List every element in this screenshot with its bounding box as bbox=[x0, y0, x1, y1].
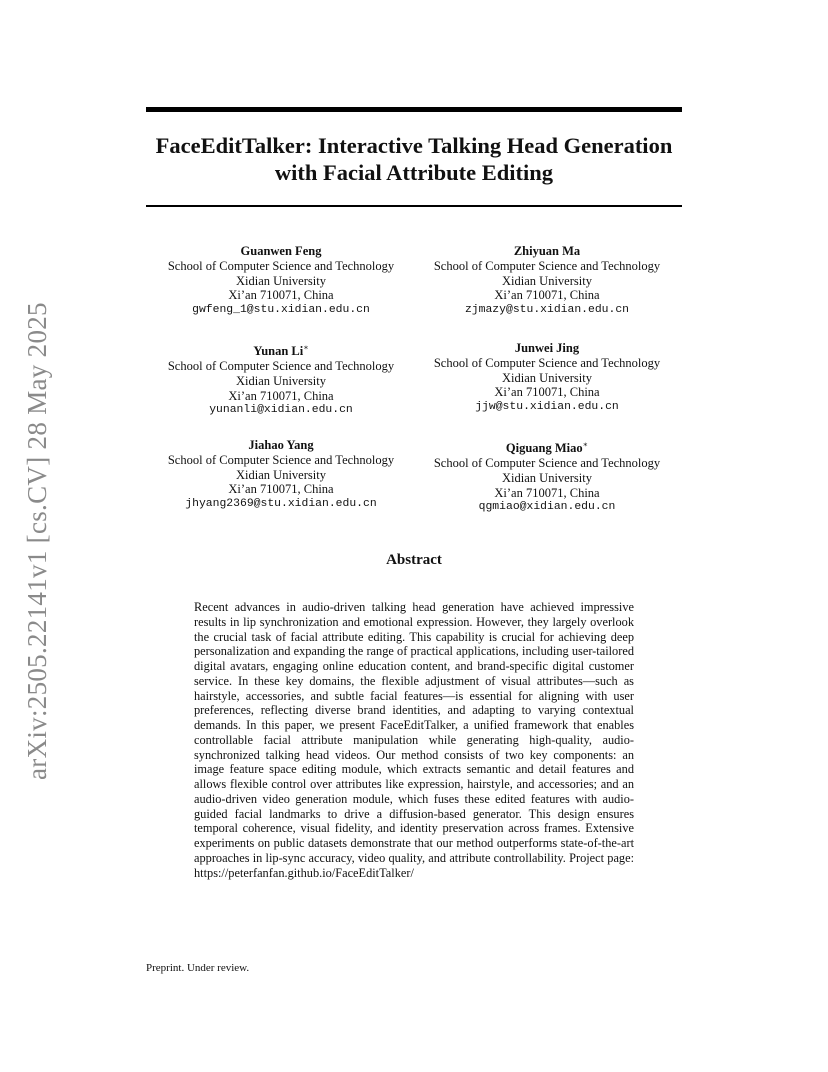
author-name: Jiahao Yang bbox=[248, 438, 314, 452]
author-block-1 bbox=[146, 244, 416, 318]
author-university: Xidian University bbox=[236, 467, 326, 482]
paper-title bbox=[146, 132, 682, 186]
author-email: gwfeng_1@stu.xidian.edu.cn bbox=[192, 304, 370, 317]
author-university: Xidian University bbox=[502, 470, 592, 485]
author-affiliation: School of Computer Science and Technology bbox=[167, 358, 395, 373]
author-address: Xi’an 710071, China bbox=[228, 482, 334, 497]
title-line-2: with Facial Attribute Editing bbox=[274, 160, 554, 185]
corresponding-author-mark: ∗ bbox=[582, 440, 589, 449]
arxiv-identifier: arXiv:2505.22141v1 [cs.CV] 28 May 2025 bbox=[22, 302, 52, 780]
author-university: Xidian University bbox=[502, 273, 592, 288]
title-bottom-rule bbox=[146, 205, 682, 207]
preprint-footnote: Preprint. Under review. bbox=[146, 962, 250, 974]
author-email: zjmazy@stu.xidian.edu.cn bbox=[464, 304, 630, 317]
author-address: Xi’an 710071, China bbox=[494, 288, 600, 303]
author-block-5 bbox=[146, 438, 416, 512]
abstract-heading: Abstract bbox=[386, 552, 442, 568]
title-top-rule bbox=[146, 107, 682, 112]
author-university: Xidian University bbox=[236, 373, 326, 388]
author-affiliation: School of Computer Science and Technology bbox=[167, 452, 395, 467]
author-block-6 bbox=[412, 438, 682, 515]
author-address: Xi’an 710071, China bbox=[228, 288, 334, 303]
author-university: Xidian University bbox=[236, 273, 326, 288]
author-university: Xidian University bbox=[502, 370, 592, 385]
author-email: qgmiao@xidian.edu.cn bbox=[478, 501, 616, 514]
author-address: Xi’an 710071, China bbox=[494, 385, 600, 400]
author-address: Xi’an 710071, China bbox=[494, 485, 600, 500]
abstract-text: Recent advances in audio-driven talking head generation have achieved impressive results in lip synchronization and emotional expression. However, they largely overlook the crucial task of facial attribute editing. This capability is crucial for achieving deep personalization and expanding the range of practical applications, including user-tailored digital avatars, engaging online education content, and brand-specific digital customer service. In these key domains, the flexible adjustment of visual attributes—such as hairstyle, accessories, and subtle facial features—is essential for aligning with user preferences, reflecting diverse brand identities, and adapting to varying contextual demands. In this paper, we present FaceEditTalker, a unified framework that enables controllable facial attribute manipulation while generating high-quality, audio-synchronized talking head videos. Our method consists of two key components: an image feature space editing module, which extracts semantic and detail features and allows flexible control over attributes like expression, hairstyle, and accessories; and an audio-driven video generation module, which fuses these edited features with audio-guided facial landmarks to drive a diffusion-based generator. This design ensures temporal coherence, visual fidelity, and identity preservation across frames. Extensive experiments on public datasets demonstrate that our method outperforms state-of-the-art approaches in lip-sync accuracy, video quality, and attribute controllability. Project page: https://peterfanfan.github.io/FaceEditTalker/ bbox=[194, 600, 634, 880]
author-email: yunanli@xidian.edu.cn bbox=[209, 404, 353, 417]
author-name: Yunan Li∗ bbox=[253, 343, 309, 359]
author-block-4 bbox=[412, 341, 682, 415]
author-name: Guanwen Feng bbox=[240, 244, 322, 258]
author-block-2 bbox=[412, 244, 682, 318]
title-line-1: FaceEditTalker: Interactive Talking Head Generation bbox=[155, 133, 673, 158]
author-name: Qiguang Miao∗ bbox=[505, 440, 589, 456]
author-email: jjw@stu.xidian.edu.cn bbox=[475, 401, 619, 414]
author-affiliation: School of Computer Science and Technology bbox=[433, 355, 661, 370]
author-name: Junwei Jing bbox=[514, 341, 580, 355]
author-affiliation: School of Computer Science and Technology bbox=[433, 258, 661, 273]
author-email: jhyang2369@stu.xidian.edu.cn bbox=[185, 498, 377, 511]
author-affiliation: School of Computer Science and Technology bbox=[433, 455, 661, 470]
author-address: Xi’an 710071, China bbox=[228, 388, 334, 403]
corresponding-author-mark: ∗ bbox=[303, 343, 309, 352]
author-name: Zhiyuan Ma bbox=[513, 244, 581, 258]
author-block-3 bbox=[146, 341, 416, 418]
author-affiliation: School of Computer Science and Technology bbox=[167, 258, 395, 273]
